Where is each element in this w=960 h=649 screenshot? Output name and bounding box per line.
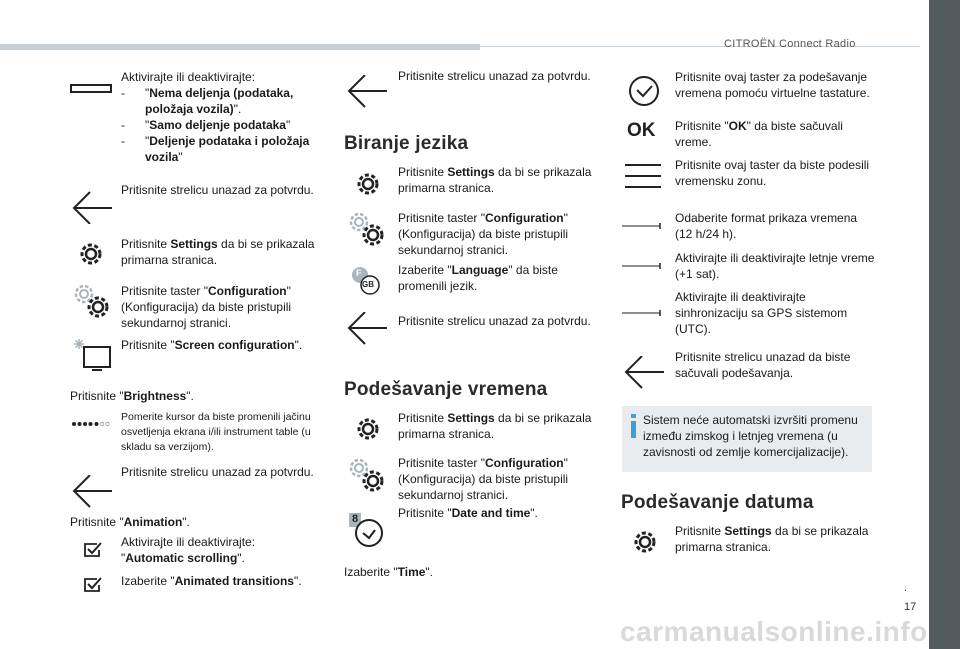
sharing-option-2: - "Samo deljenje podataka" (121, 118, 291, 132)
gear-icon (631, 528, 659, 556)
checkmark-circle-icon (627, 74, 661, 108)
ok-icon: OK (627, 120, 656, 141)
top-rule (0, 44, 480, 50)
info-box (622, 406, 872, 472)
flag-f-label: F (356, 268, 362, 278)
heading-date: Podešavanje datuma (621, 492, 814, 513)
sharing-option-3: - "Deljenje podataka i položaja vozila" (121, 134, 310, 164)
format-text: Odaberite format prikaza vremena (12 h/24 h). (675, 211, 858, 241)
bar-icon (70, 84, 112, 94)
language-select-text: Izaberite "Language" da biste promenili jezik. (398, 263, 558, 293)
date-time-text: Pritisnite "Date and time". (398, 506, 538, 520)
sharing-intro: Aktivirajte ili deaktivirajte: (121, 70, 256, 84)
time-select-text: Izaberite "Time". (344, 565, 434, 579)
heading-time: Podešavanje vremena (344, 379, 548, 400)
sharing-block (121, 69, 321, 165)
page-sidebar (929, 0, 960, 649)
toggle-line-icon (622, 309, 664, 317)
checkbox-icon (83, 575, 103, 593)
back-save-text: Pritisnite strelicu unazad da biste sačuvali podešavanja. (675, 350, 851, 380)
page-header: CITROËN Connect Radio (724, 38, 856, 50)
double-gear-icon (345, 456, 389, 498)
slider-text: Pomerite kursor da biste promenili jačinu osvetljenja ekrana i/ili instrument table (u skladu sa verzijom). (121, 411, 311, 453)
time-config-text: Pritisnite taster "Configuration" (Konfiguracija) da biste pristupili sekundarnoj stranici. (398, 456, 569, 502)
page-number: 17 (904, 601, 917, 613)
info-text: Sistem neće automatski izvršiti promenu između zimskog i letnjeg vremena (u zavisnosti od zemlje komercijalizacije). (643, 413, 858, 459)
gps-sync-text: Aktivirajte ili deaktivirajte sinhronizaciju sa GPS sistemom (UTC). (675, 290, 848, 336)
language-config-text: Pritisnite taster "Configuration" (Konfiguracija) da biste pristupili sekundarnoj stranici. (398, 211, 569, 257)
language-settings-text: Pritisnite Settings da bi se prikazala primarna stranica. (398, 165, 592, 195)
gear-icon (354, 170, 382, 198)
watermark: carmanualsonline.info (620, 616, 928, 647)
checkbox-icon (83, 540, 103, 558)
toggle-line-icon (622, 262, 664, 270)
keyboard-text: Pritisnite ovaj taster za podešavanje vremena pomoću virtuelne tastature. (675, 70, 870, 100)
autoscroll-text: Aktivirajte ili deaktivirajte: "Automatic scrolling". (121, 535, 256, 565)
timezone-text: Pritisnite ovaj taster da biste podesili vremensku zonu. (675, 158, 870, 188)
toggle-line-icon (622, 222, 664, 230)
back-arrow-icon (70, 190, 114, 224)
animation-text: Pritisnite "Animation". (70, 515, 190, 529)
sharing-option-1: - "Nema deljenja (podataka, položaja vozila)". (121, 86, 294, 116)
date-settings-text: Pritisnite Settings da bi se prikazala primarna stranica. (675, 524, 869, 554)
summer-time-text: Aktivirajte ili deaktivirajte letnje vreme (+1 sat). (675, 251, 875, 281)
screen-config-text: Pritisnite "Screen configuration". (121, 338, 303, 352)
info-icon (630, 414, 638, 438)
double-gear-icon (345, 210, 389, 252)
flag-gb-label: GB (362, 280, 374, 289)
brightness-text: Pritisnite "Brightness". (70, 389, 194, 403)
back-arrow-icon (622, 356, 666, 390)
page-marker: . (904, 582, 908, 594)
back-text-top: Pritisnite strelicu unazad za potvrdu. (398, 69, 591, 83)
time-settings-text: Pritisnite Settings da bi se prikazala primarna stranica. (398, 411, 592, 441)
back-arrow-icon (345, 312, 389, 346)
screen-brightness-icon (70, 337, 114, 373)
back-text-lang: Pritisnite strelicu unazad za potvrdu. (398, 314, 591, 328)
transitions-text: Izaberite "Animated transitions". (121, 574, 302, 588)
ok-text: Pritisnite "OK" da biste sačuvali vreme. (675, 119, 843, 149)
menu-lines-icon (624, 162, 662, 192)
gear-icon (77, 240, 105, 268)
language-flag-icon (348, 265, 388, 299)
double-gear-icon (70, 282, 114, 324)
brightness-slider-icon (71, 419, 111, 429)
heading-language: Biranje jezika (344, 133, 469, 154)
back-arrow-icon (70, 475, 114, 509)
gear-icon (354, 415, 382, 443)
back-text-1: Pritisnite strelicu unazad za potvrdu. (121, 183, 314, 197)
configuration-text: Pritisnite taster "Configuration" (Konfiguracija) da biste pristupili sekundarnoj stranici. (121, 284, 292, 330)
settings-text: Pritisnite Settings da bi se prikazala primarna stranica. (121, 237, 315, 267)
back-text-2: Pritisnite strelicu unazad za potvrdu. (121, 465, 314, 479)
clock-badge: 8 (352, 513, 359, 525)
back-arrow-icon (345, 75, 389, 109)
clock-icon (347, 511, 387, 551)
